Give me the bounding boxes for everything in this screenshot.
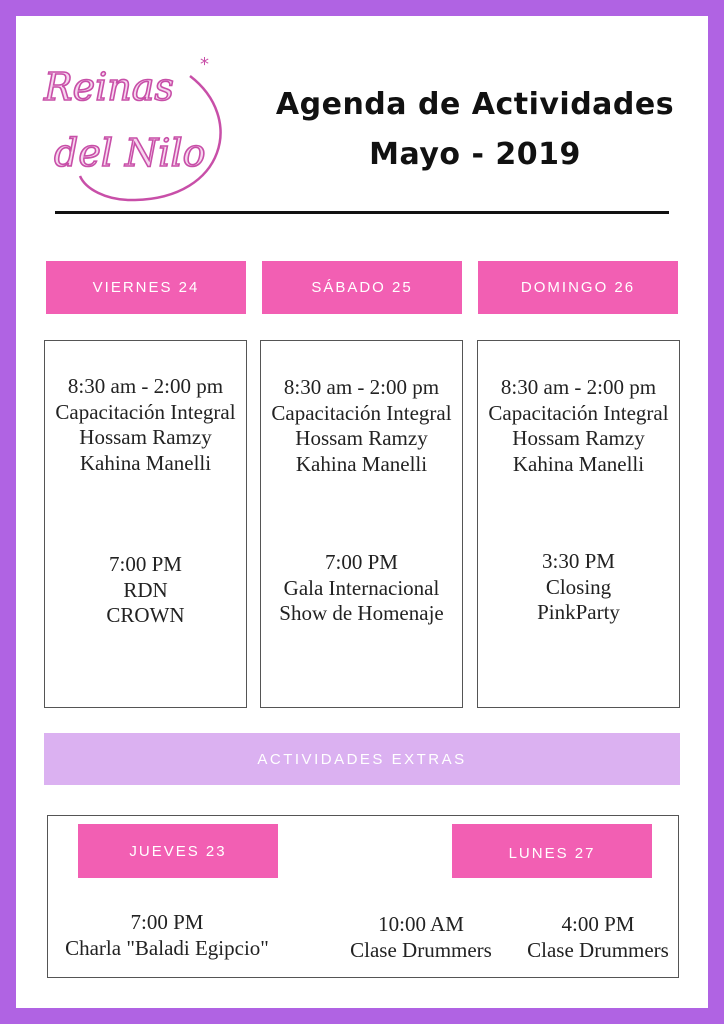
evening-line: Closing bbox=[545, 574, 612, 599]
card-domingo-26 bbox=[477, 340, 680, 708]
actividades-extras-banner bbox=[44, 733, 680, 785]
logo-line2: del Nilo bbox=[54, 131, 206, 175]
evening-block bbox=[478, 549, 679, 626]
morning-block bbox=[478, 375, 679, 477]
event-activity: Clase Drummers bbox=[527, 937, 669, 962]
evening-line: CROWN bbox=[106, 603, 185, 627]
event-time: 10:00 AM bbox=[378, 912, 464, 936]
title-line1: Agenda de Actividades bbox=[275, 87, 675, 122]
morning-block bbox=[45, 374, 246, 476]
event-time: 4:00 PM bbox=[561, 912, 635, 936]
evening-block bbox=[45, 552, 246, 629]
title-divider bbox=[55, 211, 669, 214]
morning-block bbox=[261, 375, 462, 477]
morning-line: Kahina Manelli bbox=[512, 451, 645, 476]
event-time: 7:00 PM bbox=[130, 910, 204, 934]
evening-block bbox=[261, 550, 462, 627]
morning-line: Capacitación Integral bbox=[488, 400, 669, 425]
logo-line1: Reinas bbox=[44, 65, 174, 109]
title-line2: Mayo - 2019 bbox=[369, 137, 581, 172]
tab-jueves-23 bbox=[78, 824, 278, 878]
morning-time: 8:30 am - 2:00 pm bbox=[283, 375, 440, 399]
banner-label: ACTIVIDADES EXTRAS bbox=[257, 750, 467, 768]
evening-line: Show de Homenaje bbox=[279, 601, 444, 625]
card-sabado-25 bbox=[260, 340, 463, 708]
morning-line: Capacitación Integral bbox=[55, 399, 236, 424]
morning-line: Capacitación Integral bbox=[271, 400, 452, 425]
morning-line: Kahina Manelli bbox=[295, 451, 428, 476]
morning-time: 8:30 am - 2:00 pm bbox=[500, 375, 657, 399]
event-activity: Charla "Baladi Egipcio" bbox=[65, 935, 269, 960]
morning-line: Hossam Ramzy bbox=[512, 426, 645, 450]
evening-line: Gala Internacional bbox=[283, 575, 440, 600]
evening-line: PinkParty bbox=[537, 600, 620, 624]
page-title bbox=[240, 80, 710, 180]
tab-domingo-26 bbox=[478, 261, 678, 314]
event-activity: Clase Drummers bbox=[350, 937, 492, 962]
morning-time: 8:30 am - 2:00 pm bbox=[67, 374, 224, 398]
evening-time: 3:30 PM bbox=[542, 549, 615, 573]
tab-label: DOMINGO 26 bbox=[520, 279, 636, 296]
evening-time: 7:00 PM bbox=[325, 550, 398, 574]
card-viernes-24 bbox=[44, 340, 247, 708]
svg-text:*: * bbox=[200, 54, 209, 75]
evening-time: 7:00 PM bbox=[109, 552, 182, 576]
morning-line: Hossam Ramzy bbox=[79, 425, 212, 449]
tab-lunes-27 bbox=[452, 824, 652, 878]
morning-line: Kahina Manelli bbox=[79, 450, 212, 475]
tab-label: JUEVES 23 bbox=[129, 842, 227, 860]
tab-sabado-25 bbox=[262, 261, 462, 314]
tab-label: LUNES 27 bbox=[508, 844, 596, 862]
evening-line: RDN bbox=[123, 577, 168, 602]
event-lunes-2 bbox=[516, 912, 680, 963]
event-jueves bbox=[52, 910, 282, 961]
reinas-del-nilo-logo bbox=[40, 48, 225, 208]
event-lunes-1 bbox=[336, 912, 506, 963]
tab-label: SÁBADO 25 bbox=[311, 279, 413, 296]
tab-viernes-24 bbox=[46, 261, 246, 314]
morning-line: Hossam Ramzy bbox=[295, 426, 428, 450]
tab-label: VIERNES 24 bbox=[92, 279, 200, 296]
